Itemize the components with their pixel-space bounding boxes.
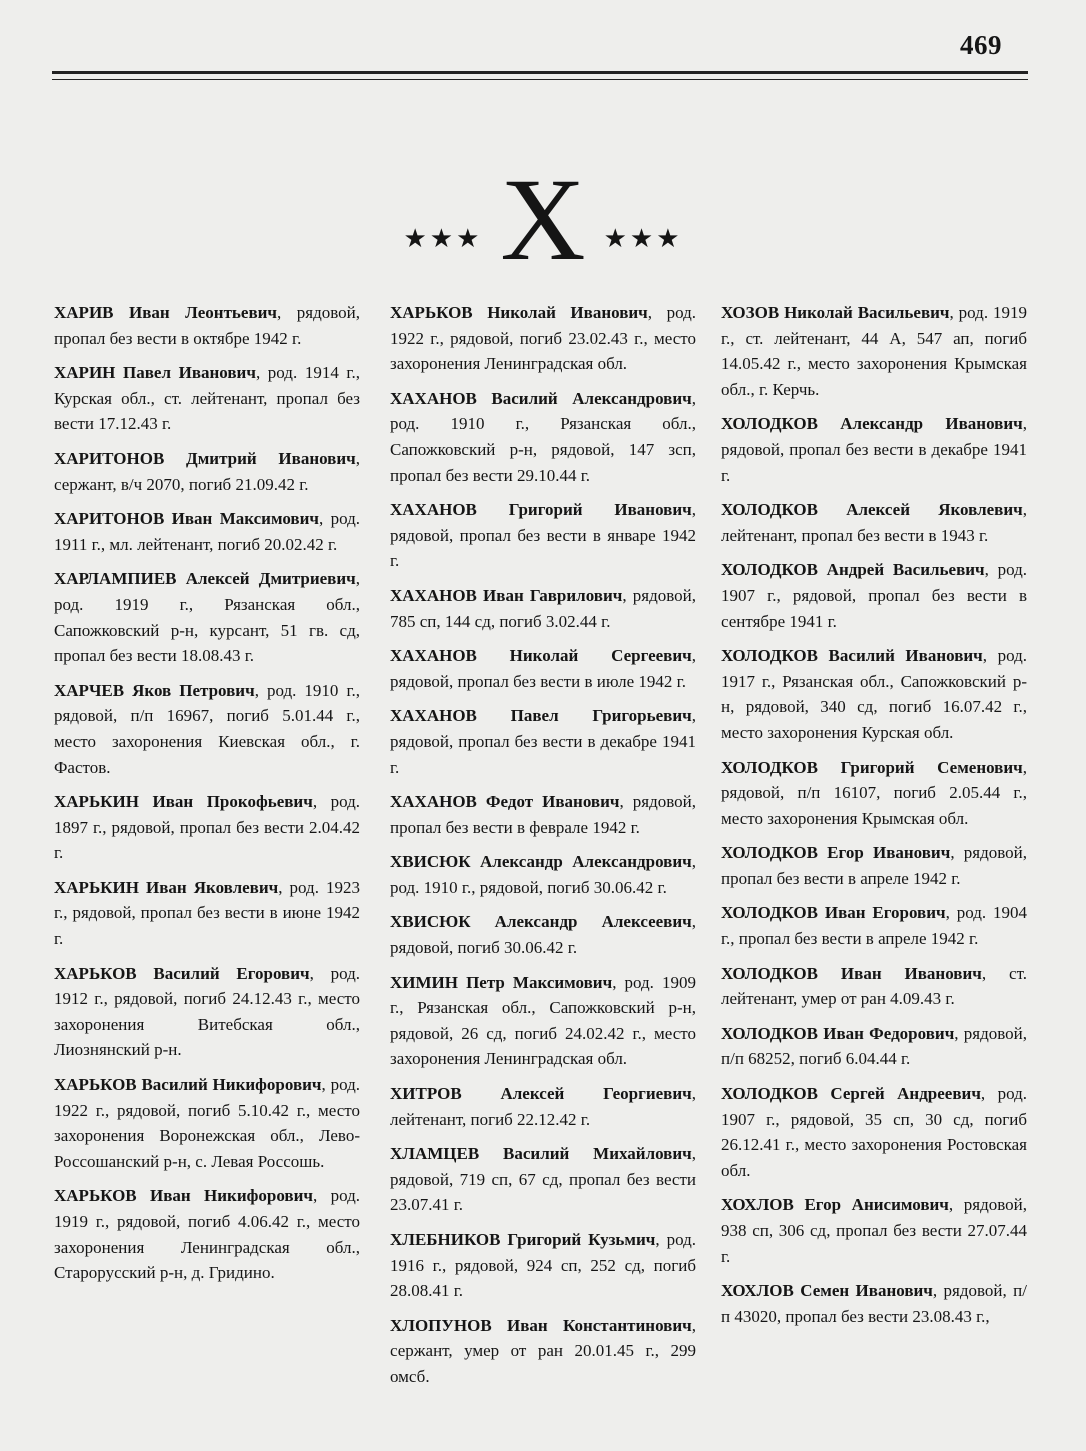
entry bbox=[54, 566, 360, 668]
entry-text: , род. 1916 г., рядовой, 924 сп, 252 сд, погиб 28.08.41 г. bbox=[390, 1230, 696, 1301]
entry-text: , рядовой, пропал без вести в декабре 1941 г. bbox=[390, 706, 696, 777]
entry-text: , род. 1911 г., мл. лейтенант, погиб 20.02.42 г. bbox=[54, 509, 360, 554]
entry-name: ХОЛОДКОВ Сергей Андреевич bbox=[721, 1084, 981, 1104]
entry bbox=[390, 1141, 696, 1218]
entry-text: , рядовой, погиб 30.06.42 г. bbox=[390, 912, 696, 958]
entry-name: ХОХЛОВ Семен Иванович bbox=[721, 1281, 933, 1301]
entry-name: ХАРЬКИН Иван Яковлевич bbox=[54, 877, 279, 897]
entry-text: , род. 1914 г., Курская обл., ст. лейтенант, пропал без вести 17.12.43 г. bbox=[54, 363, 360, 434]
entry bbox=[721, 643, 1027, 745]
entry bbox=[390, 1313, 696, 1390]
stars-left: ★★★ bbox=[403, 224, 483, 253]
entry bbox=[390, 497, 696, 574]
entry-text: , род. 1922 г., рядовой, погиб 5.10.42 г., место захоронения Воронежская обл., Лево-Россошанский р-н, с. Левая Россошь. bbox=[54, 1075, 360, 1171]
entry-text: , род. 1897 г., рядовой, пропал без вести 2.04.42 г. bbox=[54, 792, 360, 863]
entry-text: , род. 1904 г., пропал без вести в апреле 1942 г. bbox=[721, 903, 1027, 949]
entry-text: , рядовой, пропал без вести в декабре 1941 г. bbox=[721, 414, 1027, 485]
entry bbox=[54, 875, 360, 952]
entry-name: ХАХАНОВ Павел Григорьевич bbox=[390, 706, 692, 726]
entry bbox=[721, 1192, 1027, 1269]
entry-text: , род. 1919 г., ст. лейтенант, 44 А, 547 ап, погиб 14.05.42 г., место захоронения Крымская обл., г. Керчь. bbox=[721, 303, 1027, 399]
entry bbox=[54, 1183, 360, 1285]
stars-right: ★★★ bbox=[603, 224, 683, 253]
entry-name: ХОЛОДКОВ Иван Иванович bbox=[721, 963, 982, 983]
entry-text: , род. 1907 г., рядовой, 35 сп, 30 сд, погиб 26.12.41 г., место захоронения Ростовская обл. bbox=[721, 1084, 1027, 1180]
entry bbox=[54, 961, 360, 1063]
page-number: 469 bbox=[960, 30, 1002, 60]
entry-name: ХАРЧЕВ Яков Петрович bbox=[54, 680, 255, 700]
entry bbox=[54, 678, 360, 780]
entry-name: ХАХАНОВ Иван Гаврилович bbox=[390, 585, 623, 605]
section-heading bbox=[388, 154, 698, 285]
entry-name: ХАХАНОВ Николай Сергеевич bbox=[390, 646, 692, 666]
entry-text: , рядовой, пропал без вести в июле 1942 г. bbox=[390, 646, 696, 691]
entry-text: , ст. лейтенант, умер от ран 4.09.43 г. bbox=[721, 963, 1027, 1009]
entry-name: ХЛОПУНОВ Иван Константинович bbox=[390, 1315, 692, 1335]
entry bbox=[721, 411, 1027, 488]
entry-text: , род. 1919 г., рядовой, погиб 4.06.42 г., место захоронения Ленинградская обл., Старорусский р-н, д. Гридино. bbox=[54, 1186, 360, 1283]
entry-text: , род. 1922 г., рядовой, погиб 23.02.43 г., место захоронения Ленинградская обл. bbox=[390, 303, 696, 374]
entry bbox=[390, 789, 696, 840]
entry bbox=[54, 300, 360, 351]
entry-text: , рядовой, 719 сп, 67 сд, пропал без вести 23.07.41 г. bbox=[390, 1144, 696, 1215]
entry-name: ХАРИВ Иван Леонтьевич bbox=[54, 303, 278, 322]
entry-name: ХАРЬКОВ Иван Никифорович bbox=[54, 1186, 313, 1206]
entry-name: ХИМИН Петр Максимович bbox=[390, 972, 613, 992]
entry-name: ХОЛОДКОВ Василий Иванович bbox=[721, 646, 983, 666]
entry-name: ХАРЬКОВ Николай Иванович bbox=[390, 303, 648, 322]
entry-name: ХЛАМЦЕВ Василий Михайлович bbox=[390, 1144, 692, 1164]
entry-text: , рядовой, пропал без вести в апреле 1942 г. bbox=[721, 843, 1027, 888]
section-letter: Х bbox=[500, 154, 586, 285]
entry-text: , род. 1910 г., Рязанская обл., Сапожковский р-н, рядовой, 147 зсп, пропал без вести 29.10.44 г. bbox=[390, 388, 696, 485]
entry-name: ХВИСЮК Александр Александрович bbox=[390, 852, 692, 872]
entry-name: ХОЛОДКОВ Иван Егорович bbox=[721, 903, 946, 923]
entry-text: , лейтенант, пропал без вести в 1943 г. bbox=[721, 500, 1027, 545]
entry-name: ХАРИТОНОВ Иван Максимович bbox=[54, 509, 319, 529]
entry-text: , рядовой, 785 сп, 144 сд, погиб 3.02.44 г. bbox=[390, 585, 696, 631]
entry bbox=[390, 643, 696, 694]
entry-name: ХАРИТОНОВ Дмитрий Иванович bbox=[54, 448, 356, 468]
entry-text: , род. 1909 г., Рязанская обл., Сапожковский р-н, рядовой, 26 сд, погиб 24.02.42 г., место захоронения Ленинградская обл. bbox=[390, 972, 696, 1069]
column-3 bbox=[721, 300, 1027, 1338]
entry-text: , рядовой, пропал без вести в феврале 1942 г. bbox=[390, 792, 696, 837]
entry-name: ХИТРОВ Алексей Георгиевич bbox=[390, 1084, 692, 1104]
entry-name: ХОЛОДКОВ Григорий Семенович bbox=[721, 757, 1023, 777]
entry bbox=[721, 1278, 1027, 1329]
entry-name: ХАРЬКОВ Василий Егорович bbox=[54, 963, 310, 983]
entry bbox=[721, 1081, 1027, 1183]
entry bbox=[721, 900, 1027, 951]
entry-name: ХАРЛАМПИЕВ Алексей Дмитриевич bbox=[54, 569, 356, 589]
entry-name: ХАХАНОВ Федот Иванович bbox=[390, 792, 620, 812]
entry-text: , род. 1910 г., рядовой, погиб 30.06.42 г. bbox=[390, 852, 696, 897]
entry bbox=[390, 849, 696, 900]
entry-name: ХВИСЮК Александр Алексеевич bbox=[390, 912, 692, 932]
entry-text: , род. 1910 г., рядовой, п/п 16967, погиб 5.01.44 г., место захоронения Киевская обл., г. Фастов. bbox=[54, 680, 360, 777]
entry bbox=[390, 386, 696, 488]
entry-text: , род. 1917 г., Рязанская обл., Сапожковский р-н, рядовой, 340 сд, погиб 16.07.42 г., место захоронения Курская обл. bbox=[721, 646, 1027, 742]
entry bbox=[390, 909, 696, 960]
entry bbox=[721, 755, 1027, 832]
entry bbox=[390, 1081, 696, 1132]
entry-text: , род. 1912 г., рядовой, погиб 24.12.43 г., место захоронения Витебская обл., Лиознянский р-н. bbox=[54, 963, 360, 1060]
entry bbox=[54, 1072, 360, 1174]
column-2 bbox=[390, 300, 696, 1399]
entry-name: ХАРЬКОВ Василий Никифорович bbox=[54, 1075, 322, 1095]
entry bbox=[390, 583, 696, 634]
entry-text: , род. 1907 г., рядовой, пропал без вести в сентябре 1941 г. bbox=[721, 560, 1027, 631]
entry-name: ХАХАНОВ Василий Александрович bbox=[390, 388, 692, 408]
entry-name: ХОЛОДКОВ Андрей Васильевич bbox=[721, 560, 985, 580]
entry bbox=[54, 360, 360, 437]
entry bbox=[54, 789, 360, 866]
entry bbox=[54, 506, 360, 557]
entry-name: ХОЛОДКОВ Иван Федорович bbox=[721, 1023, 955, 1043]
entry-name: ХЛЕБНИКОВ Григорий Кузьмич bbox=[390, 1230, 656, 1249]
entry-name: ХОХЛОВ Егор Анисимович bbox=[721, 1195, 949, 1215]
entry bbox=[721, 1021, 1027, 1072]
entry bbox=[54, 446, 360, 497]
entry-name: ХОЛОДКОВ Егор Иванович bbox=[721, 843, 951, 863]
entry-name: ХОЛОДКОВ Алексей Яковлевич bbox=[721, 500, 1023, 520]
entry-text: , рядовой, п/п 43020, пропал без вести 23.08.43 г., bbox=[721, 1281, 1027, 1326]
entry bbox=[390, 703, 696, 780]
entry-text: , род. 1923 г., рядовой, пропал без вести в июне 1942 г. bbox=[54, 877, 360, 949]
entry bbox=[390, 300, 696, 377]
entry-name: ХАРЬКИН Иван Прокофьевич bbox=[54, 792, 313, 812]
entry bbox=[390, 1227, 696, 1304]
header-rule-thick bbox=[52, 71, 1028, 74]
entry-text: , рядовой, пропал без вести в октябре 1942 г. bbox=[54, 303, 360, 348]
entry-text: , рядовой, 938 сп, 306 сд, пропал без вести 27.07.44 г. bbox=[721, 1195, 1028, 1266]
entry-text: , рядовой, п/п 16107, погиб 2.05.44 г., место захоронения Крымская обл. bbox=[721, 757, 1027, 828]
entry bbox=[721, 961, 1027, 1012]
entry bbox=[390, 970, 696, 1072]
entry-text: , сержант, умер от ран 20.01.45 г., 299 омсб. bbox=[390, 1315, 696, 1386]
entry-text: , род. 1919 г., Рязанская обл., Сапожковский р-н, курсант, 51 гв. сд, пропал без вести 18.08.43 г. bbox=[54, 569, 360, 666]
entry-name: ХОЛОДКОВ Александр Иванович bbox=[721, 414, 1023, 434]
entry-text: , рядовой, п/п 68252, погиб 6.04.44 г. bbox=[721, 1023, 1027, 1069]
entry-name: ХАРИН Павел Иванович bbox=[54, 363, 256, 383]
entry-text: , рядовой, пропал без вести в январе 1942 г. bbox=[390, 500, 696, 571]
header-rule-thin bbox=[52, 79, 1028, 80]
entry-text: , сержант, в/ч 2070, погиб 21.09.42 г. bbox=[54, 448, 360, 494]
entry-text: , лейтенант, погиб 22.12.42 г. bbox=[390, 1084, 696, 1129]
entry-name: ХОЗОВ Николай Васильевич bbox=[721, 303, 950, 322]
entry-name: ХАХАНОВ Григорий Иванович bbox=[390, 500, 692, 520]
column-1 bbox=[54, 300, 360, 1295]
entry bbox=[721, 557, 1027, 634]
entry bbox=[721, 300, 1027, 402]
entry bbox=[721, 840, 1027, 891]
entry bbox=[721, 497, 1027, 548]
